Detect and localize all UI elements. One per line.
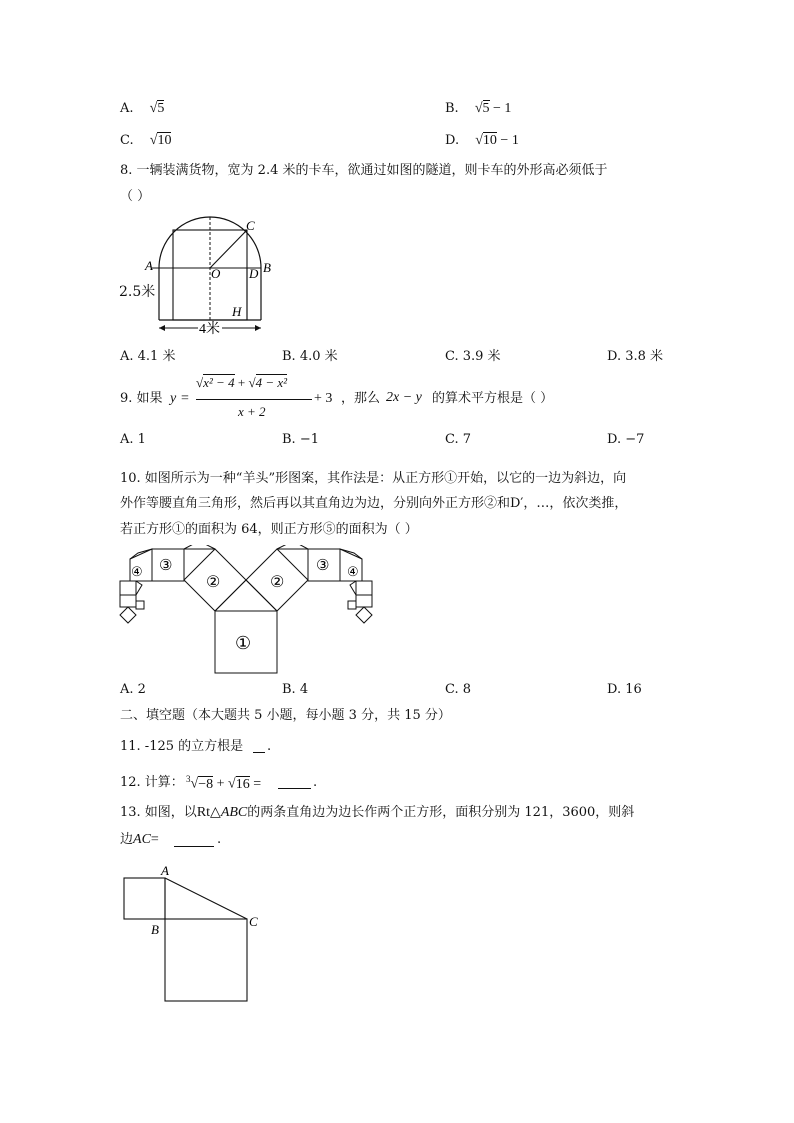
q11-end: . [267,739,272,754]
q10-label-sq3-right: ③ [316,558,330,574]
q9-eq: = [181,391,189,406]
q8-paren: （ ） [120,189,151,204]
q10-line2: 外作等腰直角三角形，然后再以其直角边为边，分别向外正方形②和D′，…，依次类推， [120,496,628,511]
q13-end: . [217,832,222,847]
q10-line1: 10. 如图所示为一种“羊头”形图案，其作法是：从正方形①开始，以它的一边为斜边，向 [120,471,627,486]
q10-option-c: C. 8 [445,682,472,697]
q7-option-c-letter: C. [120,133,134,148]
q13-line1: 13. 如图，以Rt△ABC的两条直角边为边长作两个正方形，面积分别为 121，3600，则斜 [120,805,635,820]
q10-label-sq4-left: ④ [131,564,143,579]
q8-height-label-text: 2.5米 [119,284,156,300]
q11-blank [253,752,265,753]
q8-label-a: A [145,258,153,273]
q9-option-d: D. −7 [607,432,645,447]
q9-prefix: 9. 如果 [120,391,163,406]
q7-option-a-expr: √5 [149,101,165,116]
q11-text: 11. -125 的立方根是 [120,739,244,754]
q13-blank [174,846,214,847]
q10-option-a: A. 2 [120,682,146,697]
q9-option-c: C. 7 [445,432,472,447]
section2-heading: 二、填空题（本大题共 5 小题，每小题 3 分，共 15 分） [120,708,451,723]
q13-figure [118,862,268,1007]
q10-option-d: D. 16 [607,682,642,697]
q9-option-b: B. −1 [282,432,319,447]
q10-label-sq1: ① [235,633,252,653]
q10-label-sq4-right: ④ [347,564,359,579]
q8-label-o: O [211,266,221,281]
q8-option-a: A. 4.1 米 [120,349,176,364]
q10-label-sq2-right: ② [270,574,285,591]
q12-blank [278,788,311,789]
q13-label-b: B [151,922,159,937]
q10-ram-head-figure [112,545,382,677]
q8-option-b: B. 4.0 米 [282,349,338,364]
q7-option-d-letter: D. [445,133,460,148]
q9-mid: ，那么 [341,391,381,406]
q7-option-b: B. √5 − 1 [445,101,512,116]
q7-option-a [120,102,164,116]
q12-end: . [313,775,318,790]
q10-line3: 若正方形①的面积为 64，则正方形⑤的面积为（ ） [120,522,418,537]
q8-option-d: D. 3.8 米 [607,349,664,364]
q8-tunnel-figure [140,210,280,340]
q10-label-sq3-left: ③ [159,558,173,574]
q9-tail: + 3 [314,391,333,406]
q8-stem: 8. 一辆装满货物，宽为 2.4 米的卡车，欲通过如图的隧道，则卡车的外形高必须低于 [120,163,608,178]
q8-option-c: C. 3.9 米 [445,349,501,364]
q8-label-h: H [232,304,242,319]
q12-expr: $^3$√−8 + √16 = [186,774,262,792]
q9-expr: 2x − y [386,390,422,405]
q12-prefix: 12. 计算： [120,775,184,790]
q9-fraction-bar [196,399,312,400]
q9-y: y [170,391,177,406]
q7-option-a-letter: A. [120,101,134,116]
q9-denominator: x + 2 [238,404,266,419]
q7-option-d: D. √10 − 1 [445,133,519,148]
q13-label-c: C [249,914,258,929]
q8-width-label: 4米 [199,322,220,337]
q7-option-b-letter: B. [445,101,459,116]
q9-option-a: A. 1 [120,432,146,447]
q10-label-sq2-left: ② [206,574,221,591]
q13-label-a: A [161,863,169,878]
q8-label-b: B [263,260,271,275]
q10-option-b: B. 4 [282,682,309,697]
q8-label-d: D [249,266,259,281]
q9-suffix: 的算术平方根是（ ） [432,391,554,406]
q7-option-c: C. √10 [120,133,172,148]
q9-numerator: √x² − 4 + √4 − x² [196,375,288,390]
q8-label-c: C [246,218,255,233]
q13-line2: 边AC= [120,832,159,847]
